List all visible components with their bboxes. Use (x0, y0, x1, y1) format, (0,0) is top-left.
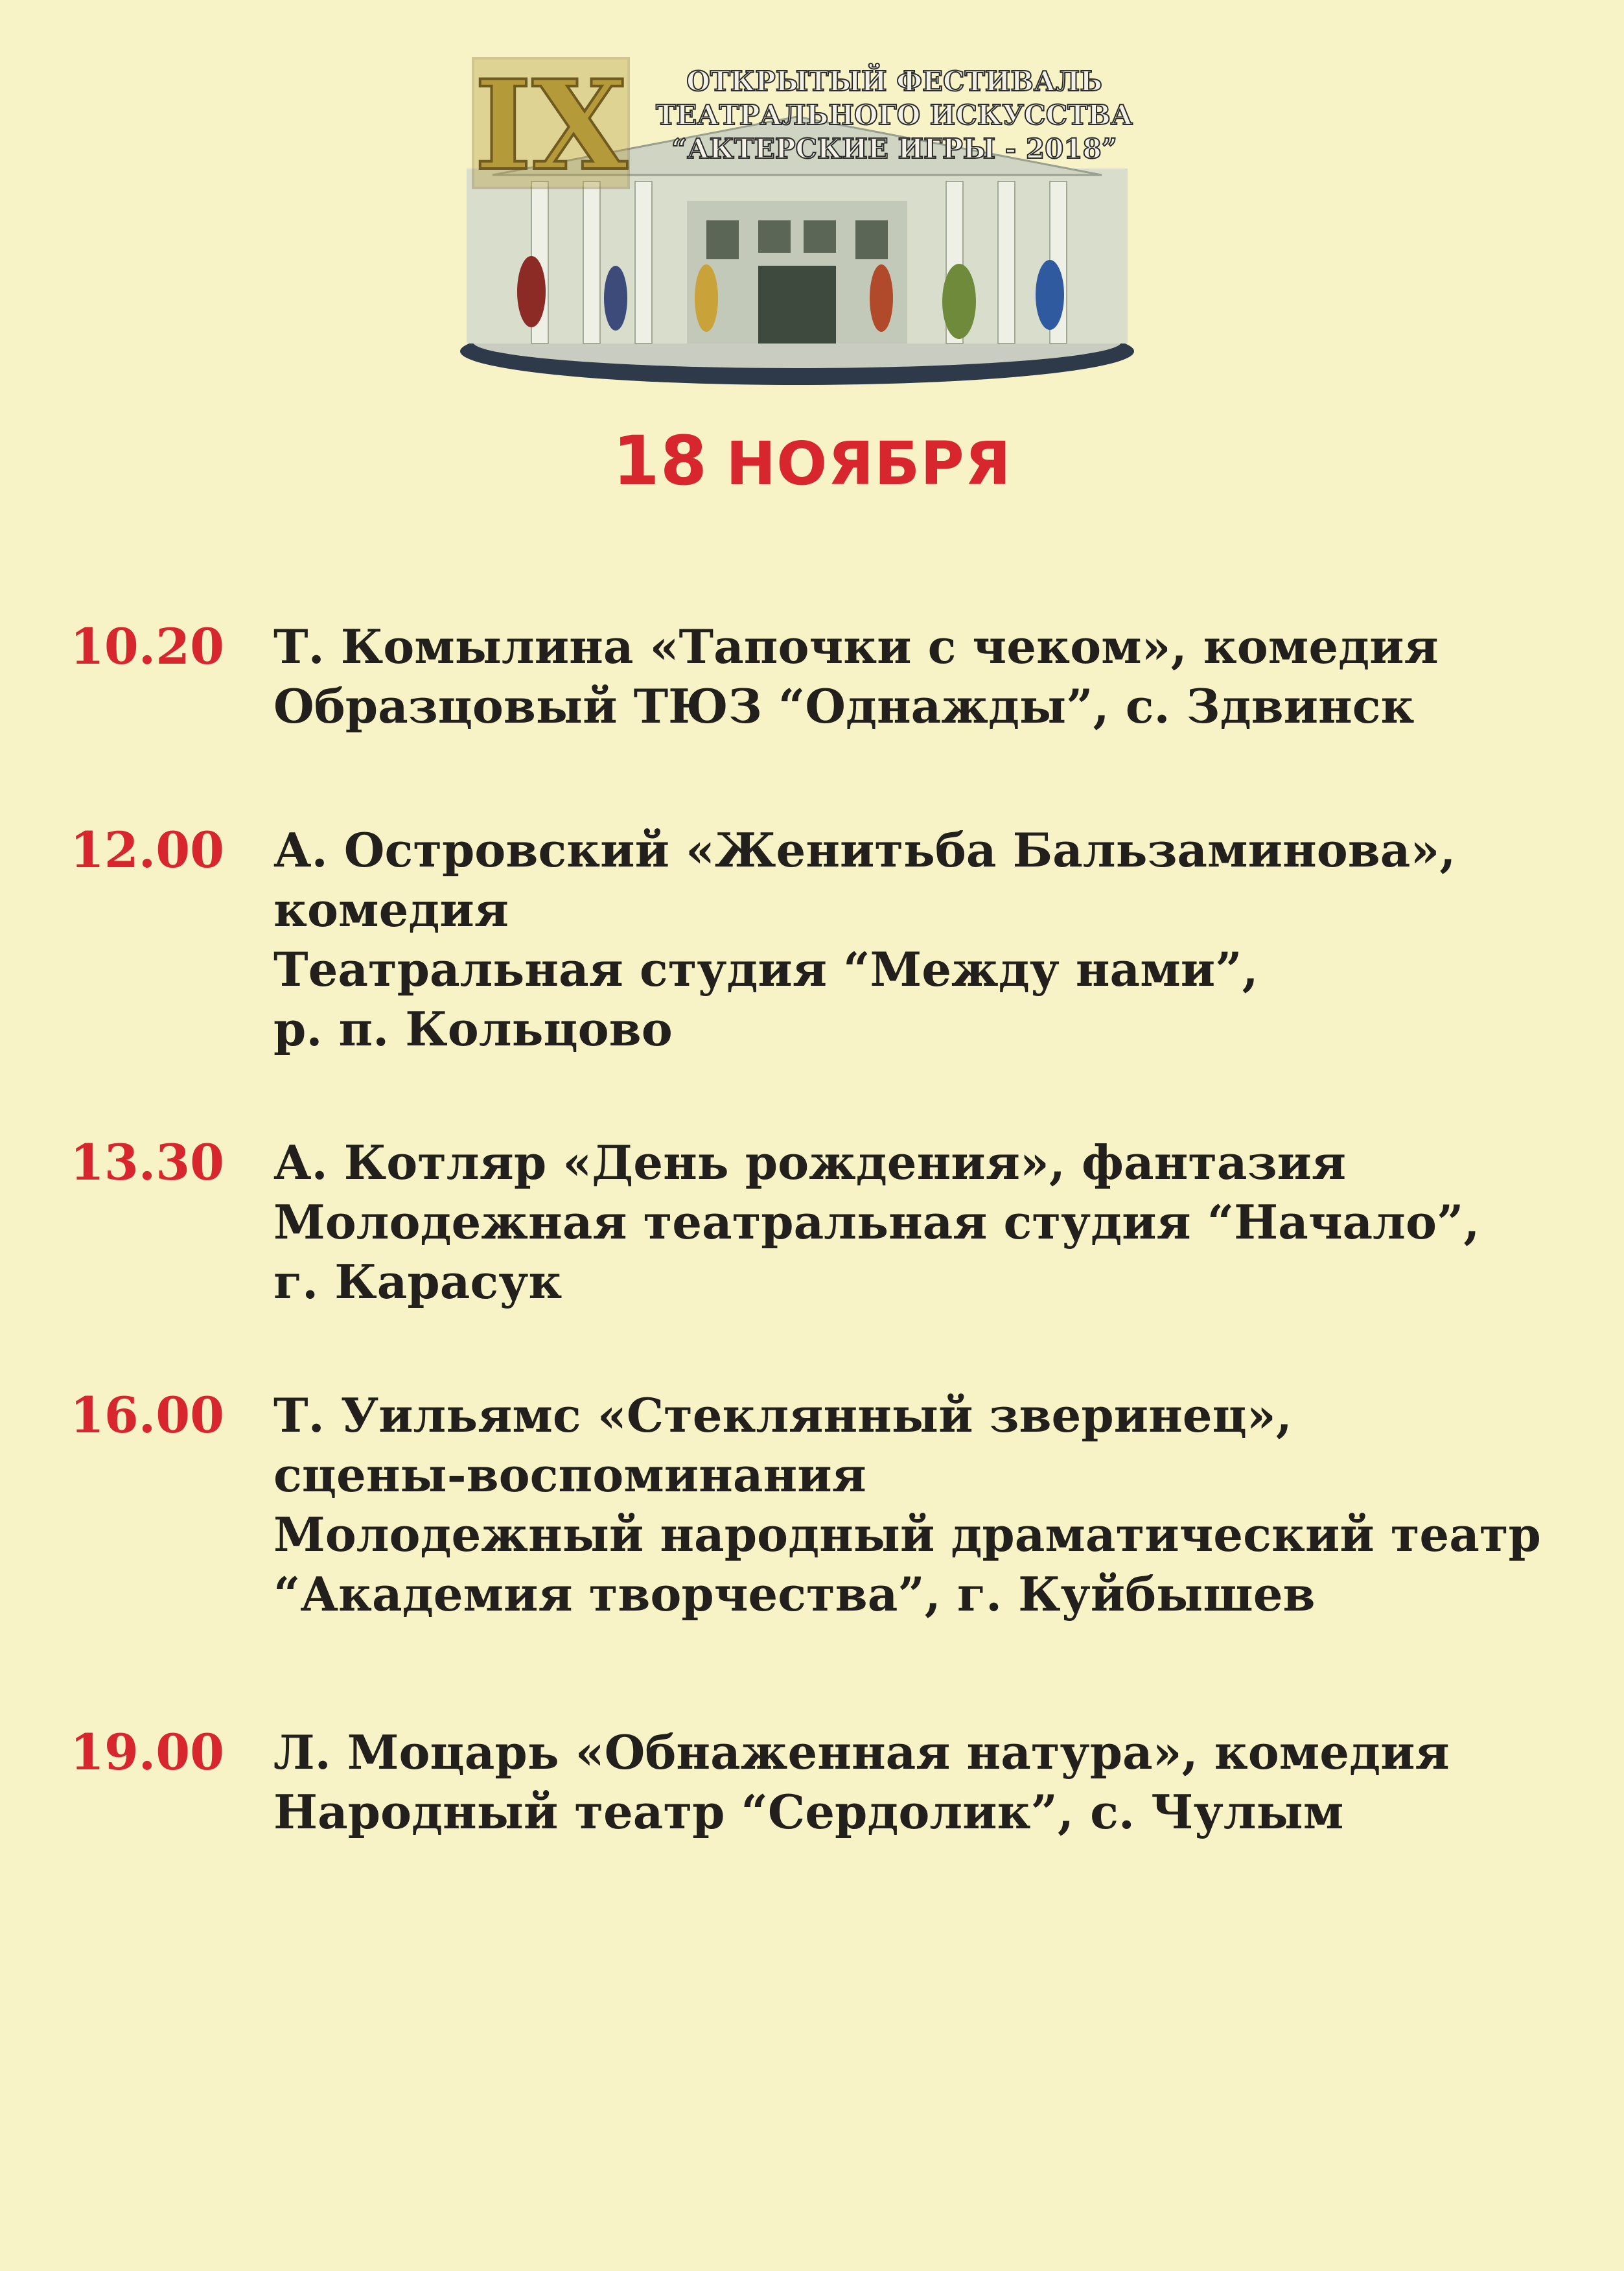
event-venue-line: Театральная студия “Между нами”, (273, 942, 1259, 997)
event-venue-line: г. Карасук (273, 1254, 563, 1309)
event-venue-line: Народный театр “Сердолик”, с. Чулым (273, 1784, 1344, 1839)
event-time: 12.00 (70, 821, 224, 879)
svg-text:IX: IX (474, 53, 628, 198)
event-venue-line: “Академия творчества”, г. Куйбышев (273, 1566, 1316, 1622)
event-title-line: Т. Комылина «Тапочки с чеком», комедия (273, 619, 1439, 674)
event-title-line: А. Островский «Женитьба Бальзаминова», (273, 822, 1456, 878)
event-title-line: А. Котляр «День рождения», фантазия (273, 1135, 1347, 1190)
event-time: 16.00 (70, 1386, 224, 1444)
ix-numeral (473, 53, 629, 198)
event-venue-line: Молодежная театральная студия “Начало”, (273, 1194, 1480, 1250)
event-genre-line: сцены-воспоминания (273, 1447, 866, 1502)
schedule-date (0, 421, 1624, 500)
logo-caption-line-1: ОТКРЫТЫЙ ФЕСТИВАЛЬ (686, 65, 1102, 97)
logo-caption-line-2: ТЕАТРАЛЬНОГО ИСКУССТВА (655, 99, 1133, 131)
event-venue-line: р. п. Кольцово (273, 1001, 673, 1056)
event-title-line: Л. Моцарь «Обнаженная натура», комедия (273, 1725, 1450, 1780)
event-venue-line: Образцовый ТЮЗ “Однажды”, с. Здвинск (273, 679, 1415, 734)
festival-logo (454, 52, 1141, 389)
event-genre-line: комедия (273, 882, 509, 937)
event-time: 19.00 (70, 1723, 224, 1781)
event-title-line: Т. Уильямс «Стеклянный зверинец», (273, 1388, 1292, 1443)
logo-caption-line-3: “АКТЕРСКИЕ ИГРЫ - 2018” (671, 133, 1117, 165)
event-venue-line: Молодежный народный драматический театр (273, 1507, 1541, 1562)
event-time: 10.20 (70, 618, 224, 675)
date-month: НОЯБРЯ (726, 429, 1012, 498)
date-day: 18 (612, 421, 708, 500)
event-time: 13.30 (70, 1134, 224, 1191)
